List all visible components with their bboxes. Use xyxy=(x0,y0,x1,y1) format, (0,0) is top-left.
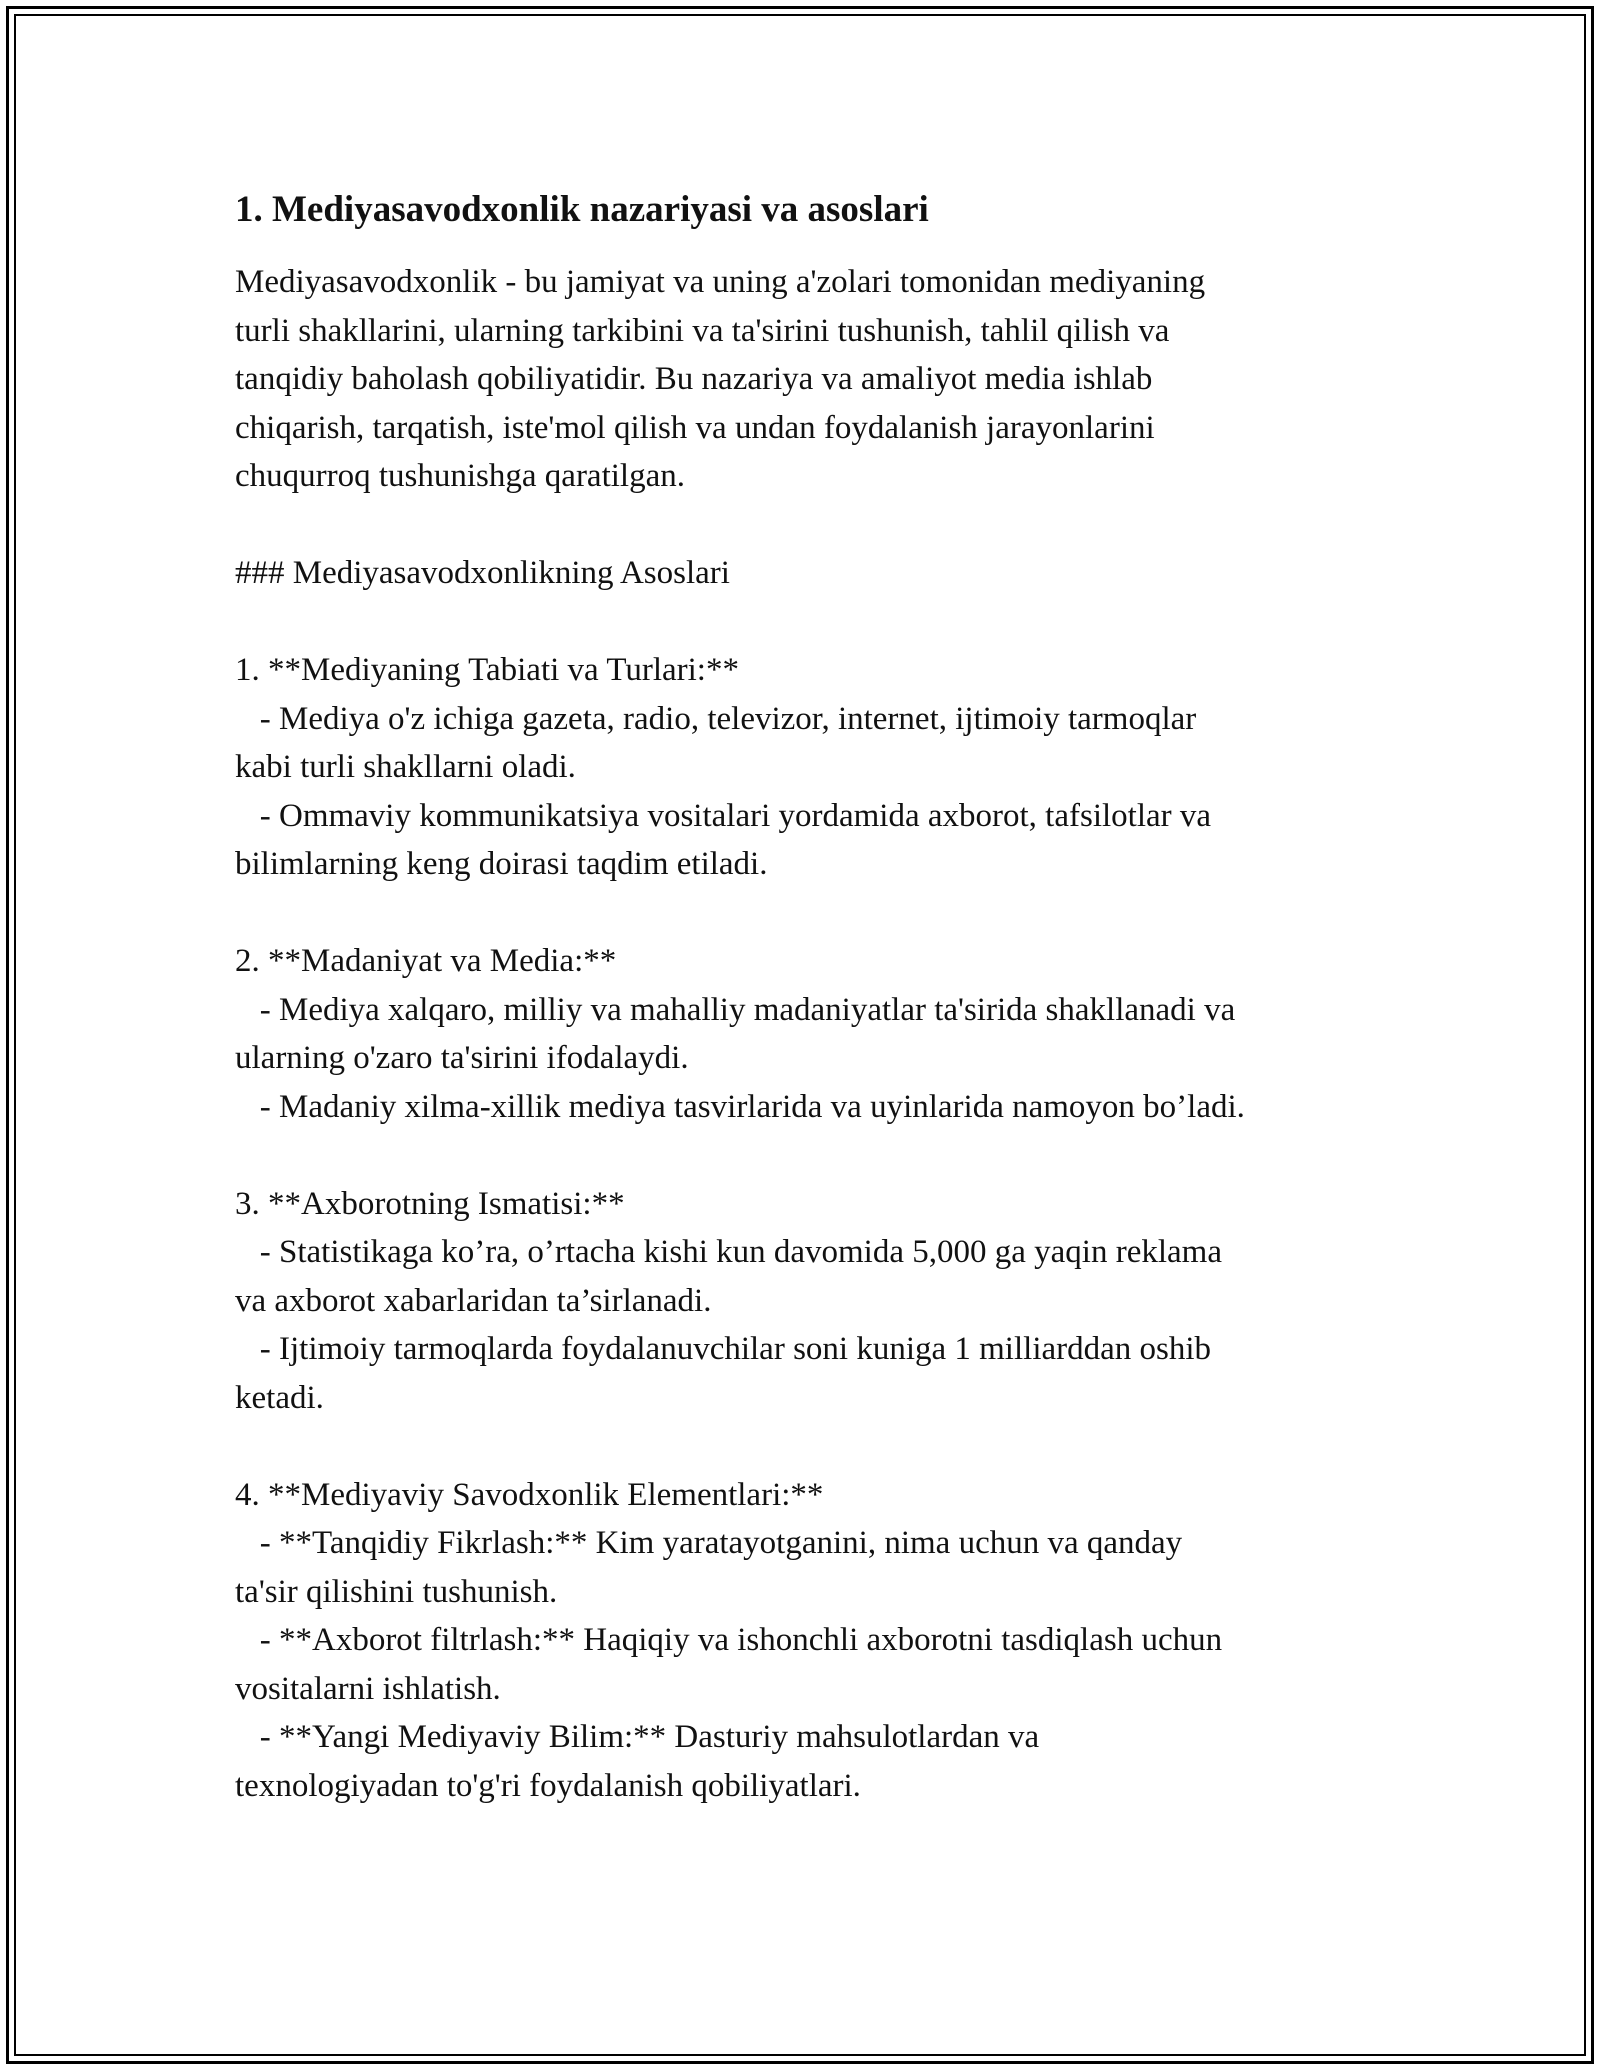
spacer xyxy=(235,598,1385,647)
spacer xyxy=(235,501,1385,550)
section-body-1: - Mediya o'z ichiga gazeta, radio, televizor, internet, ijtimoiy tarmoqlar kabi turli shakllarni oladi. - Ommaviy kommunikatsiya vositalari yordamida axborot, tafsilotlar va bilimlarning keng doirasi taqdim etiladi. xyxy=(235,700,1212,882)
section-heading-4: 4. **Mediyaviy Savodxonlik Elementlari:** xyxy=(235,1476,824,1513)
section-body-3: - Statistikaga ko’ra, o’rtacha kishi kun davomida 5,000 ga yaqin reklama va axborot xabarlaridan ta’sirlanadi. - Ijtimoiy tarmoqlarda foydalanuvchilar soni kuniga 1 milliarddan oshib ketadi. xyxy=(235,1234,1222,1416)
spacer xyxy=(235,889,1385,938)
intro-paragraph: Mediyasavodxonlik - bu jamiyat va uning a'zolari tomonidan mediyaning turli shakllarini, ularning tarkibini va ta'sirini tushunish, tahlil qilish va tanqidiy baholash qobiliyatidir. Bu nazariya va amaliyot media ishlab chiqarish, tarqatish, iste'mol qilish va undan foydalanish jarayonlarini chuqurroq tushunishga qaratilgan. xyxy=(235,264,1206,494)
section-body-4: - **Tanqidiy Fikrlash:** Kim yaratayotganini, nima uchun va qanday ta'sir qilishini tushunish. - **Axborot filtrlash:** Haqiqiy va ishonchli axborotni tasdiqlash uchun vositalarni ishlatish. - **Yangi Mediyaviy Bilim:** Dasturiy mahsulotlardan va texnologiyadan to'g'ri foydalanish qobiliyatlari. xyxy=(235,1525,1223,1804)
section-heading-3: 3. **Axborotning Ismatisi:** xyxy=(235,1185,625,1222)
section-heading-2: 2. **Madaniyat va Media:** xyxy=(235,943,617,979)
page-title: 1. Mediyasavodxonlik nazariyasi va asoslari xyxy=(235,189,929,230)
document-body xyxy=(235,186,1385,1810)
section-body-2: - Mediya xalqaro, milliy va mahalliy madaniyatlar ta'sirida shakllanadi va ularning o'zaro ta'sirini ifodalaydi. - Madaniy xilma-xillik mediya tasvirlarida va uyinlarida namoyon bo’ladi. xyxy=(235,991,1245,1125)
spacer xyxy=(235,1131,1385,1180)
section-heading-1: 1. **Mediyaning Tabiati va Turlari:** xyxy=(235,652,739,688)
spacer xyxy=(235,1422,1385,1471)
subheading: ### Mediyasavodxonlikning Asoslari xyxy=(235,555,730,591)
